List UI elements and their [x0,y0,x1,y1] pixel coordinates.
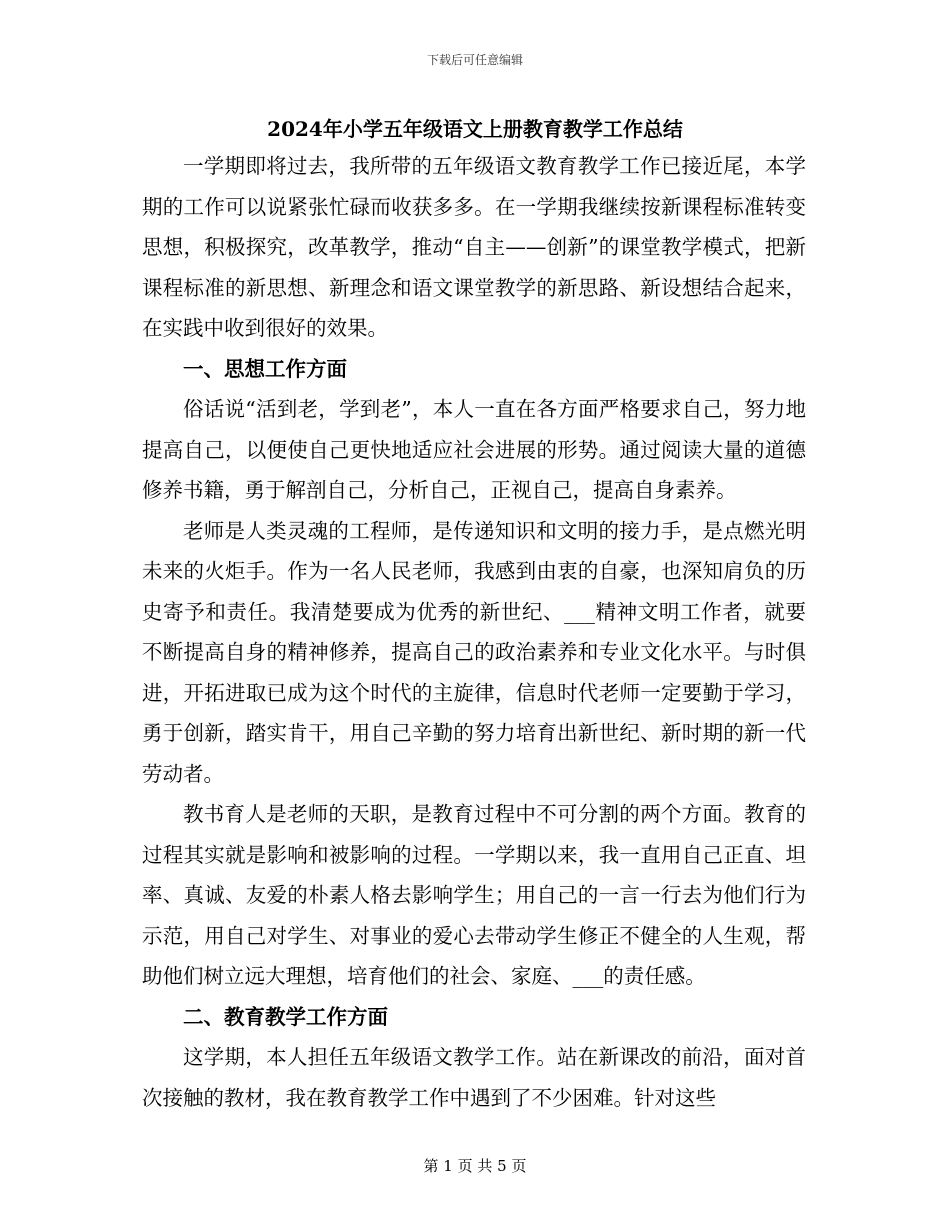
ideology-paragraph-3: 教书育人是老师的天职，是教育过程中不可分割的两个方面。教育的过程其实就是影响和被影响的过程。一学期以来，我一直用自己正直、坦率、真诚、友爱的朴素人格去影响学生；用自己的一言一行去为他们行为示范，用自己对学生、对事业的爱心去带动学生修正不健全的人生观，帮助他们树立远大理想，培育他们的社会、家庭、___的责任感。 [142,802,806,988]
section-heading-ideology: 一、思想工作方面 [183,356,347,381]
intro-paragraph: 一学期即将过去，我所带的五年级语文教育教学工作已接近尾，本学期的工作可以说紧张忙碌而收获多多。在一学期我继续按新课程标准转变思想，积极探究，改革教学，推动“自主——创新”的课堂教学模式，把新课程标准的新思想、新理念和语文课堂教学的新思路、新设想结合起来，在实践中收到很好的效果。 [142,154,806,340]
document-body [142,146,806,1118]
page-header-note: 下载后可任意编辑 [426,53,523,67]
ideology-paragraph-1: 俗话说“活到老，学到老”，本人一直在各方面严格要求自己，努力地提高自己，以便使自己更快地适应社会进展的形势。通过阅读大量的道德修养书籍，勇于解剖自己，分析自己，正视自己，提高自身素养。 [142,397,806,502]
teaching-paragraph-1: 这学期，本人担任五年级语文教学工作。站在新课改的前沿，面对首次接触的教材，我在教育教学工作中遇到了不少困难。针对这些 [142,1045,806,1110]
page-number: 第 1 页 共 5 页 [423,1157,527,1175]
section-heading-teaching: 二、教育教学工作方面 [183,1004,388,1029]
ideology-paragraph-2: 老师是人类灵魂的工程师，是传递知识和文明的接力手，是点燃光明未来的火炬手。作为一名人民老师，我感到由衷的自豪，也深知肩负的历史寄予和责任。我清楚要成为优秀的新世纪、___精神文明工作者，就要不断提高自身的精神修养，提高自己的政治素养和专业文化水平。与时俱进，开拓进取已成为这个时代的主旋律，信息时代老师一定要勤于学习，勇于创新，踏实肯干，用自己辛勤的努力培育出新世纪、新时期的新一代劳动者。 [142,518,806,786]
document-title: 2024年小学五年级语文上册教育教学工作总结 [267,117,683,141]
